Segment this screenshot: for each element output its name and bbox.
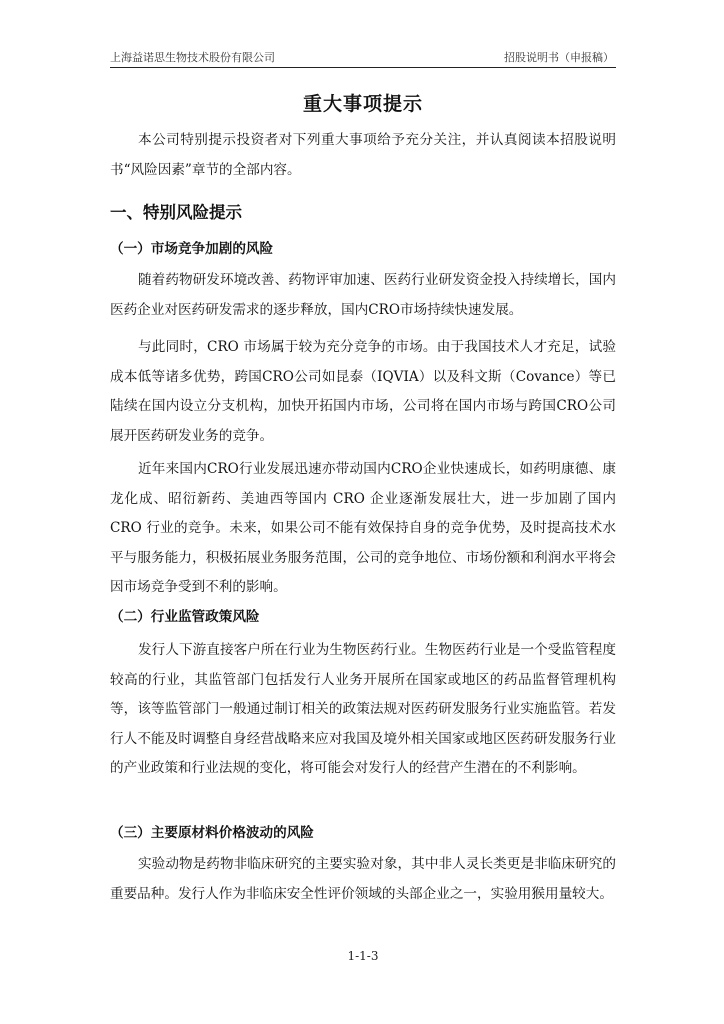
subsection-heading-market-competition: （一）市场竞争加剧的风险 bbox=[110, 241, 274, 257]
page-title: 重大事项提示 bbox=[302, 93, 423, 115]
section-heading-special-risks: 一、特别风险提示 bbox=[110, 203, 242, 222]
subsection-heading-regulatory-policy: （二）行业监管政策风险 bbox=[110, 609, 260, 625]
page-header bbox=[110, 49, 616, 69]
page-number: 1-1-3 bbox=[347, 949, 379, 963]
subsection-heading-raw-material-price: （三）主要原材料价格波动的风险 bbox=[110, 825, 314, 841]
paragraph-market-3: 近年来国内CRO行业发展迅速亦带动国内CRO企业快速成长，如药明康德、康龙化成、昭衍新药、美迪西等国内 CRO 企业逐渐发展壮大，进一步加剧了国内 CRO 行业的竞争。未来，如果公司不能有效保持自身的竞争优势，及时提高技术水平与服务能力，积极拓展业务服务范围，公司的竞争地位、市场份额和利润水平将会因市场竞争受到不利的影响。 bbox=[110, 461, 616, 595]
header-document-type: 招股说明书（申报稿） bbox=[504, 51, 614, 64]
document-page bbox=[110, 0, 616, 1024]
header-company-name: 上海益诺思生物技术股份有限公司 bbox=[110, 51, 275, 64]
paragraph-raw-material-1: 实验动物是药物非临床研究的主要实验对象，其中非人灵长类更是非临床研究的重要品种。发行人作为非临床安全性评价领域的头部企业之一，实验用猴用量较大。 bbox=[110, 856, 616, 902]
header-divider bbox=[110, 67, 616, 68]
intro-paragraph: 本公司特别提示投资者对下列重大事项给予充分关注，并认真阅读本招股说明书“风险因素”章节的全部内容。 bbox=[110, 132, 616, 178]
paragraph-regulatory-1: 发行人下游直接客户所在行业为生物医药行业。生物医药行业是一个受监管程度较高的行业，其监管部门包括发行人业务开展所在国家或地区的药品监督管理机构等，该等监管部门一般通过制订相关的政策法规对医药研发服务行业实施监管。若发行人不能及时调整自身经营战略来应对我国及境外相关国家或地区医药研发服务行业的产业政策和行业法规的变化，将可能会对发行人的经营产生潜在的不利影响。 bbox=[110, 642, 616, 776]
paragraph-market-1: 随着药物研发环境改善、药物评审加速、医药行业研发资金投入持续增长，国内医药企业对医药研发需求的逐步释放，国内CRO市场持续快速发展。 bbox=[110, 272, 616, 318]
paragraph-market-2: 与此同时，CRO 市场属于较为充分竞争的市场。由于我国技术人才充足，试验成本低等诸多优势，跨国CRO公司如昆泰（IQVIA）以及科文斯（Covance）等已陆续在国内设立分支机构，加快开拓国内市场，公司将在国内市场与跨国CRO公司展开医药研发业务的竞争。 bbox=[110, 339, 616, 444]
